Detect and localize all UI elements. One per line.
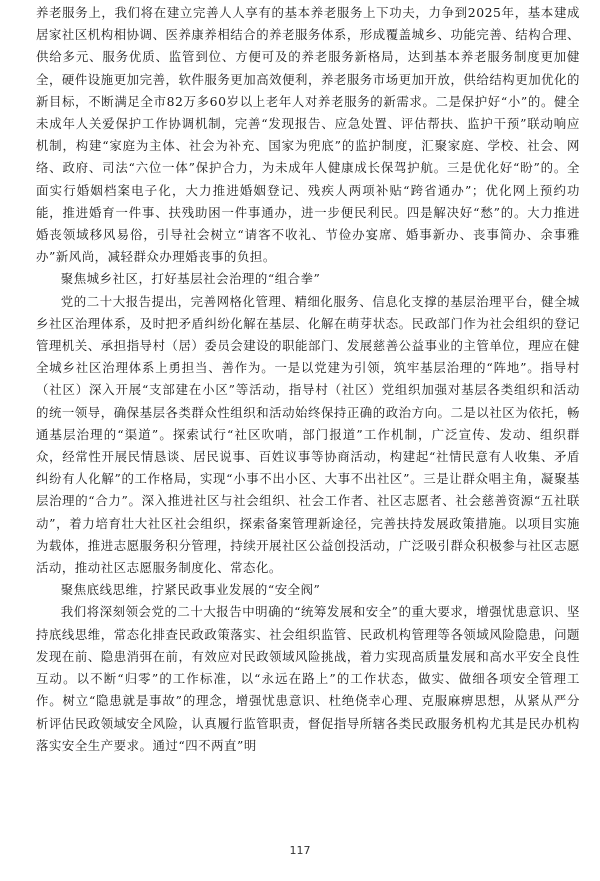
paragraph-community-governance: 党的二十大报告提出，完善网格化管理、精细化服务、信息化支撑的基层治理平台，健全城乡社区治理体系，及时把矛盾纠纷化解在基层、化解在萌芽状态。民政部门作为社会组织的登记管理机关、承担指导村（居）委员会建设的职能部门、发展慈善公益事业的主管单位，理应在健全城乡社区治理体系上勇担当、善作为。一是以党建为引领，筑牢基层治理的“阵地”。指导村（社区）深入开展“支部建在小区”等活动，指导村（社区）党组织加强对基层各类组织和活动的统一领导，确保基层各类群众性组织和活动始终保持正确的政治方向。二是以社区为依托，畅通基层治理的“渠道”。探索试行“社区吹哨，部门报道”工作机制，广泛宣传、发动、组织群众，经常性开展民情恳谈、居民说事、百姓议事等协商活动，构建起“社情民意有人收集、矛盾纠纷有人化解”的工作格局，实现“小事不出小区、大事不出社区”。三是让群众唱主角，凝聚基层治理的“合力”。深入推进社区与社会组织、社会工作者、社区志愿者、社会慈善资源“五社联动”，着力培育壮大社区社会组织，探索备案管理新途径，完善扶持发展政策措施。以项目实施为载体，推进志愿服务积分管理，持续开展社区公益创投活动，广泛吸引群众积极参与社区志愿活动，推动社区志愿服务制度化、常态化。	[36, 293, 580, 576]
section-heading-safety: 聚焦底线思维，拧紧民政事业发展的“安全阀”	[60, 582, 321, 598]
page-number: 117	[289, 844, 311, 857]
document-body	[36, 2, 580, 757]
paragraph-elderly-care: 养老服务上，我们将在建立完善人人享有的基本养老服务上下功夫，力争到2025年，基本建成居家社区机构相协调、医养康养相结合的养老服务体系，形成覆盖城乡、功能完善、结构合理、供给多元、服务优质、监管到位、方便可及的养老服务新格局，达到基本养老服务制度更加健全，硬件设施更加完善，软件服务更加高效便利，养老服务市场更加开放，供给结构更加优化的新目标，不断满足全市82万多60岁以上老年人对养老服务的新需求。二是保护好“小”的。健全未成年人关爱保护工作协调机制，完善“发现报告、应急处置、评估帮扶、监护干预”联动响应机制，构建“家庭为主体、社会为补充、国家为兜底”的监护制度，汇聚家庭、学校、社会、网络、政府、司法“六位一体”保护合力，为未成年人健康成长保驾护航。三是优化好“盼”的。全面实行婚姻档案电子化，大力推进婚姻登记、残疾人两项补贴“跨省通办”；优化网上预约功能，推进婚育一件事、扶残助困一件事通办，进一步便民利民。四是解决好“愁”的。大力推进婚丧领域移风易俗，引导社会树立“请客不收礼、节俭办宴席、婚事新办、丧事简办、余事雅办”新风尚，减轻群众办理婚丧事的负担。	[36, 5, 580, 265]
section-heading-community: 聚焦城乡社区，打好基层社会治理的“组合拳”	[60, 271, 321, 287]
paragraph-safety: 我们将深刻领会党的二十大报告中明确的“统筹发展和安全”的重大要求，增强忧患意识、坚持底线思维，常态化排查民政政策落实、社会组织监管、民政机构管理等各领域风险隐患，问题发现在前、隐患消弭在前，有效应对民政领域风险挑战，着力实现高质量发展和高水平安全良性互动。以不断“归零”的工作标准，以“永远在路上”的工作状态，做实、做细各项安全管理工作。树立“隐患就是事故”的理念，增强忧患意识、杜绝侥幸心理、克服麻痹思想，从紧从严分析评估民政领域安全风险，认真履行监管职责，督促指导所辖各类民政服务机构尤其是民办机构落实安全生产要求。通过“四不两直”明	[36, 604, 580, 753]
